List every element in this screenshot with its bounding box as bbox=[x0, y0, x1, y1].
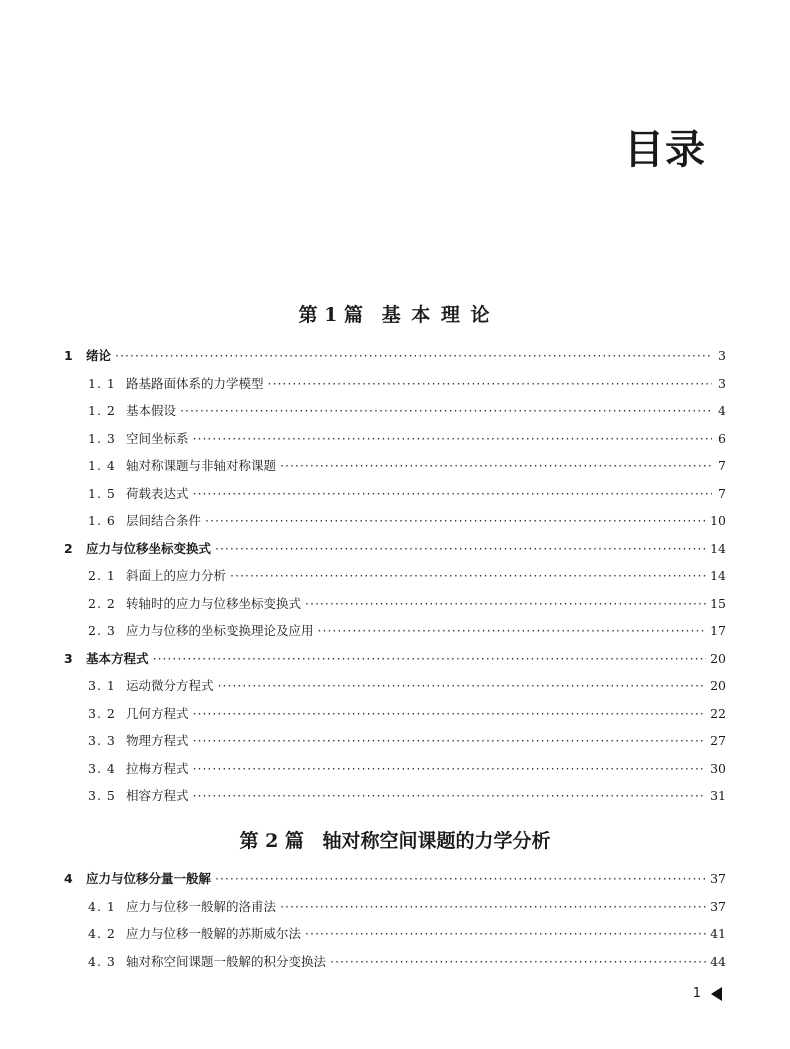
toc-entry-title: 相容方程式 bbox=[126, 788, 189, 803]
dot-leader bbox=[193, 788, 707, 803]
toc-entry-number: 1 bbox=[64, 348, 73, 363]
dot-leader bbox=[193, 431, 712, 446]
toc-entry-number: 1. 1 bbox=[88, 375, 116, 391]
toc-entry-number: 1. 3 bbox=[88, 430, 116, 446]
toc-section-row[interactable] bbox=[64, 676, 726, 704]
toc-entry-page: 3 bbox=[718, 375, 726, 391]
toc-section-row[interactable] bbox=[64, 374, 726, 402]
toc-entry-title: 基本假设 bbox=[126, 403, 177, 418]
toc-list-part-2 bbox=[64, 869, 726, 979]
toc-entry-title: 拉梅方程式 bbox=[126, 760, 189, 776]
toc-entry-page: 14 bbox=[710, 540, 726, 556]
left-triangle-icon bbox=[711, 987, 722, 1001]
toc-entry-number: 3. 1 bbox=[88, 678, 116, 693]
toc-entry-title: 轴对称空间课题一般解的积分变换法 bbox=[126, 953, 327, 969]
toc-entry-number: 1. 6 bbox=[88, 513, 116, 528]
toc-entry-page: 7 bbox=[718, 485, 726, 501]
toc-entry-number: 3. 4 bbox=[88, 760, 116, 776]
toc-entry-number: 1. 5 bbox=[88, 485, 116, 501]
dot-leader bbox=[268, 376, 712, 391]
toc-entry-number: 4. 3 bbox=[88, 953, 116, 969]
toc-section-row[interactable] bbox=[64, 731, 726, 759]
toc-entry-page: 20 bbox=[710, 678, 726, 693]
part-heading-2 bbox=[0, 826, 790, 853]
toc-section-row[interactable] bbox=[64, 759, 726, 787]
toc-section-row[interactable] bbox=[64, 401, 726, 429]
toc-section-row[interactable] bbox=[64, 621, 726, 649]
dot-leader bbox=[193, 706, 707, 721]
dot-leader bbox=[193, 761, 707, 776]
toc-entry-title: 应力与位移坐标变换式 bbox=[86, 540, 212, 556]
page-number: 1 bbox=[692, 986, 701, 1001]
dot-leader bbox=[330, 954, 706, 969]
toc-entry-page: 10 bbox=[710, 513, 726, 528]
part-title: 基 本 理 论 bbox=[381, 304, 492, 326]
toc-entry-page: 31 bbox=[710, 788, 726, 803]
toc-entry-number: 4. 2 bbox=[88, 926, 116, 941]
toc-section-row[interactable] bbox=[64, 566, 726, 594]
toc-section-row[interactable] bbox=[64, 924, 726, 952]
dot-leader bbox=[180, 403, 712, 418]
toc-entry-title: 几何方程式 bbox=[126, 705, 189, 721]
toc-entry-page: 14 bbox=[710, 568, 726, 583]
toc-entry-page: 6 bbox=[718, 430, 726, 446]
toc-section-row[interactable] bbox=[64, 456, 726, 484]
toc-section-row[interactable] bbox=[64, 786, 726, 814]
toc-list-part-1 bbox=[64, 346, 726, 814]
toc-entry-title: 物理方程式 bbox=[126, 733, 189, 748]
toc-entry-title: 斜面上的应力分析 bbox=[126, 568, 227, 583]
toc-entry-number: 2. 3 bbox=[88, 623, 116, 638]
toc-entry-title: 运动微分方程式 bbox=[126, 678, 214, 693]
toc-entry-title: 轴对称课题与非轴对称课题 bbox=[126, 458, 277, 473]
dot-leader bbox=[205, 513, 706, 528]
dot-leader bbox=[153, 651, 707, 666]
toc-chapter-row[interactable] bbox=[64, 346, 726, 374]
toc-entry-title: 层间结合条件 bbox=[126, 513, 202, 528]
toc-entry-number: 2. 1 bbox=[88, 568, 116, 583]
dot-leader bbox=[305, 596, 706, 611]
part-title: 轴对称空间课题的力学分析 bbox=[322, 830, 551, 852]
dot-leader bbox=[280, 458, 712, 473]
toc-entry-title: 转轴时的应力与位移坐标变换式 bbox=[126, 595, 302, 611]
toc-chapter-row[interactable] bbox=[64, 869, 726, 897]
toc-entry-page: 17 bbox=[710, 623, 726, 638]
toc-entry-title: 路基路面体系的力学模型 bbox=[126, 375, 264, 391]
dot-leader bbox=[215, 541, 706, 556]
dot-leader bbox=[193, 733, 707, 748]
dot-leader bbox=[280, 899, 706, 914]
toc-entry-page: 22 bbox=[710, 705, 726, 721]
toc-entry-page: 20 bbox=[710, 650, 726, 666]
toc-section-row[interactable] bbox=[64, 897, 726, 925]
toc-entry-title: 基本方程式 bbox=[86, 650, 149, 666]
toc-entry-title: 绪论 bbox=[86, 348, 112, 363]
toc-entry-number: 1. 4 bbox=[88, 458, 116, 473]
page-title: 目录 bbox=[624, 127, 706, 173]
toc-entry-title: 应力与位移一般解的苏斯威尔法 bbox=[126, 926, 302, 941]
toc-entry-page: 30 bbox=[710, 760, 726, 776]
toc-entry-page: 15 bbox=[710, 595, 726, 611]
toc-section-row[interactable] bbox=[64, 594, 726, 622]
dot-leader bbox=[318, 623, 707, 638]
toc-section-row[interactable] bbox=[64, 511, 726, 539]
toc-section-row[interactable] bbox=[64, 429, 726, 457]
toc-entry-number: 3. 2 bbox=[88, 705, 116, 721]
part-heading-1 bbox=[0, 300, 790, 327]
toc-section-row[interactable] bbox=[64, 704, 726, 732]
dot-leader bbox=[115, 348, 712, 363]
dot-leader bbox=[230, 568, 706, 583]
dot-leader bbox=[193, 486, 712, 501]
toc-entry-page: 37 bbox=[710, 898, 726, 914]
toc-entry-number: 4. 1 bbox=[88, 898, 116, 914]
toc-entry-page: 7 bbox=[718, 458, 726, 473]
toc-entry-page: 4 bbox=[718, 403, 726, 418]
folio bbox=[693, 986, 722, 1001]
toc-entry-number: 3. 5 bbox=[88, 788, 116, 803]
toc-chapter-row[interactable] bbox=[64, 649, 726, 677]
toc-section-row[interactable] bbox=[64, 952, 726, 980]
toc-entry-number: 1. 2 bbox=[88, 403, 116, 418]
toc-entry-title: 空间坐标系 bbox=[126, 430, 189, 446]
toc-entry-title: 应力与位移分量一般解 bbox=[86, 871, 212, 886]
toc-entry-page: 3 bbox=[718, 348, 726, 363]
toc-entry-page: 41 bbox=[710, 926, 726, 941]
toc-entry-number: 2 bbox=[64, 540, 73, 556]
toc-section-row[interactable] bbox=[64, 484, 726, 512]
toc-entry-page: 27 bbox=[710, 733, 726, 748]
toc-entry-title: 应力与位移一般解的洛甫法 bbox=[126, 898, 277, 914]
toc-entry-page: 44 bbox=[710, 953, 726, 969]
toc-entry-number: 2. 2 bbox=[88, 595, 116, 611]
toc-entry-number: 4 bbox=[64, 871, 73, 886]
dot-leader bbox=[215, 871, 706, 886]
part-number: 第 1 篇 bbox=[298, 304, 363, 326]
toc-entry-title: 应力与位移的坐标变换理论及应用 bbox=[126, 623, 314, 638]
toc-entry-title: 荷载表达式 bbox=[126, 485, 189, 501]
dot-leader bbox=[218, 678, 707, 693]
toc-entry-page: 37 bbox=[710, 871, 726, 886]
part-number: 第 2 篇 bbox=[239, 830, 304, 852]
toc-entry-number: 3 bbox=[64, 650, 73, 666]
toc-entry-number: 3. 3 bbox=[88, 733, 116, 748]
toc-chapter-row[interactable] bbox=[64, 539, 726, 567]
dot-leader bbox=[305, 926, 706, 941]
